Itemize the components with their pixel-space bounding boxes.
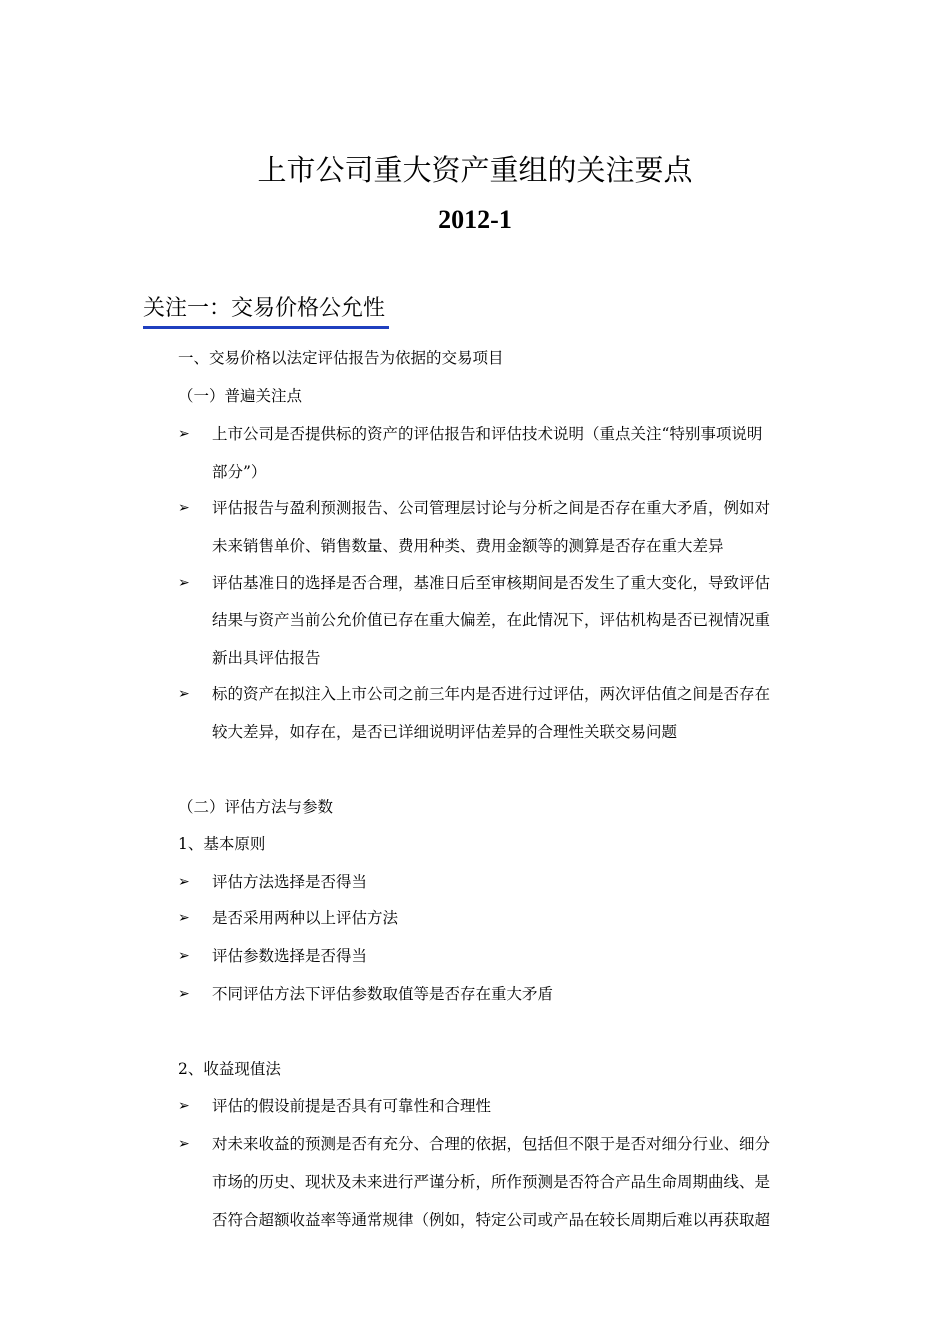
- list-item: 标的资产在拟注入上市公司之前三年内是否进行过评估，两次评估值之间是否存在: [212, 685, 771, 703]
- subsection-heading: （二）评估方法与参数: [178, 798, 334, 816]
- list-item-continued: 结果与资产当前公允价值已存在重大偏差，在此情况下，评估机构是否已视情况重: [212, 611, 771, 629]
- text-line: （一）普遍关注点: [178, 387, 303, 405]
- bullet-arrow-icon: ➢: [178, 874, 190, 890]
- text-line: 一、交易价格以法定评估报告为依据的交易项目: [178, 349, 504, 367]
- bullet-arrow-icon: ➢: [178, 986, 190, 1002]
- document-title: 上市公司重大资产重组的关注要点: [257, 153, 693, 187]
- list-item: 上市公司是否提供标的资产的评估报告和评估技术说明（重点关注“特别事项说明: [212, 425, 763, 443]
- subsection-heading: 1、基本原则: [178, 835, 266, 853]
- list-item-continued: 新出具评估报告: [212, 649, 321, 667]
- document-subtitle: 2012-1: [438, 205, 512, 234]
- bullet-arrow-icon: ➢: [178, 1136, 190, 1152]
- bullet-arrow-icon: ➢: [178, 686, 190, 702]
- section-heading: 关注一：交易价格公允性: [143, 294, 389, 329]
- list-item-continued: 市场的历史、现状及未来进行严谨分析，所作预测是否符合产品生命周期曲线、是: [212, 1173, 771, 1191]
- bullet-arrow-icon: ➢: [178, 575, 190, 591]
- list-item: 评估的假设前提是否具有可靠性和合理性: [212, 1097, 492, 1115]
- list-item: 评估报告与盈利预测报告、公司管理层讨论与分析之间是否存在重大矛盾，例如对: [212, 499, 771, 517]
- list-item: 评估参数选择是否得当: [212, 947, 368, 965]
- list-item: 不同评估方法下评估参数取值等是否存在重大矛盾: [212, 985, 554, 1003]
- list-item: 对未来收益的预测是否有充分、合理的依据，包括但不限于是否对细分行业、细分: [212, 1135, 771, 1153]
- list-item: 评估方法选择是否得当: [212, 873, 368, 891]
- list-item-continued: 未来销售单价、销售数量、费用种类、费用金额等的测算是否存在重大差异: [212, 537, 724, 555]
- subsection-heading: 2、收益现值法: [178, 1060, 281, 1078]
- list-item-continued: 部分”）: [212, 463, 267, 481]
- list-item-continued: 较大差异，如存在，是否已详细说明评估差异的合理性关联交易问题: [212, 723, 678, 741]
- bullet-arrow-icon: ➢: [178, 948, 190, 964]
- bullet-arrow-icon: ➢: [178, 426, 190, 442]
- bullet-arrow-icon: ➢: [178, 1098, 190, 1114]
- list-item: 评估基准日的选择是否合理，基准日后至审核期间是否发生了重大变化，导致评估: [212, 574, 771, 592]
- bullet-arrow-icon: ➢: [178, 500, 190, 516]
- bullet-arrow-icon: ➢: [178, 910, 190, 926]
- list-item-continued: 否符合超额收益率等通常规律（例如，特定公司或产品在较长周期后难以再获取超: [212, 1211, 771, 1229]
- list-item: 是否采用两种以上评估方法: [212, 909, 399, 927]
